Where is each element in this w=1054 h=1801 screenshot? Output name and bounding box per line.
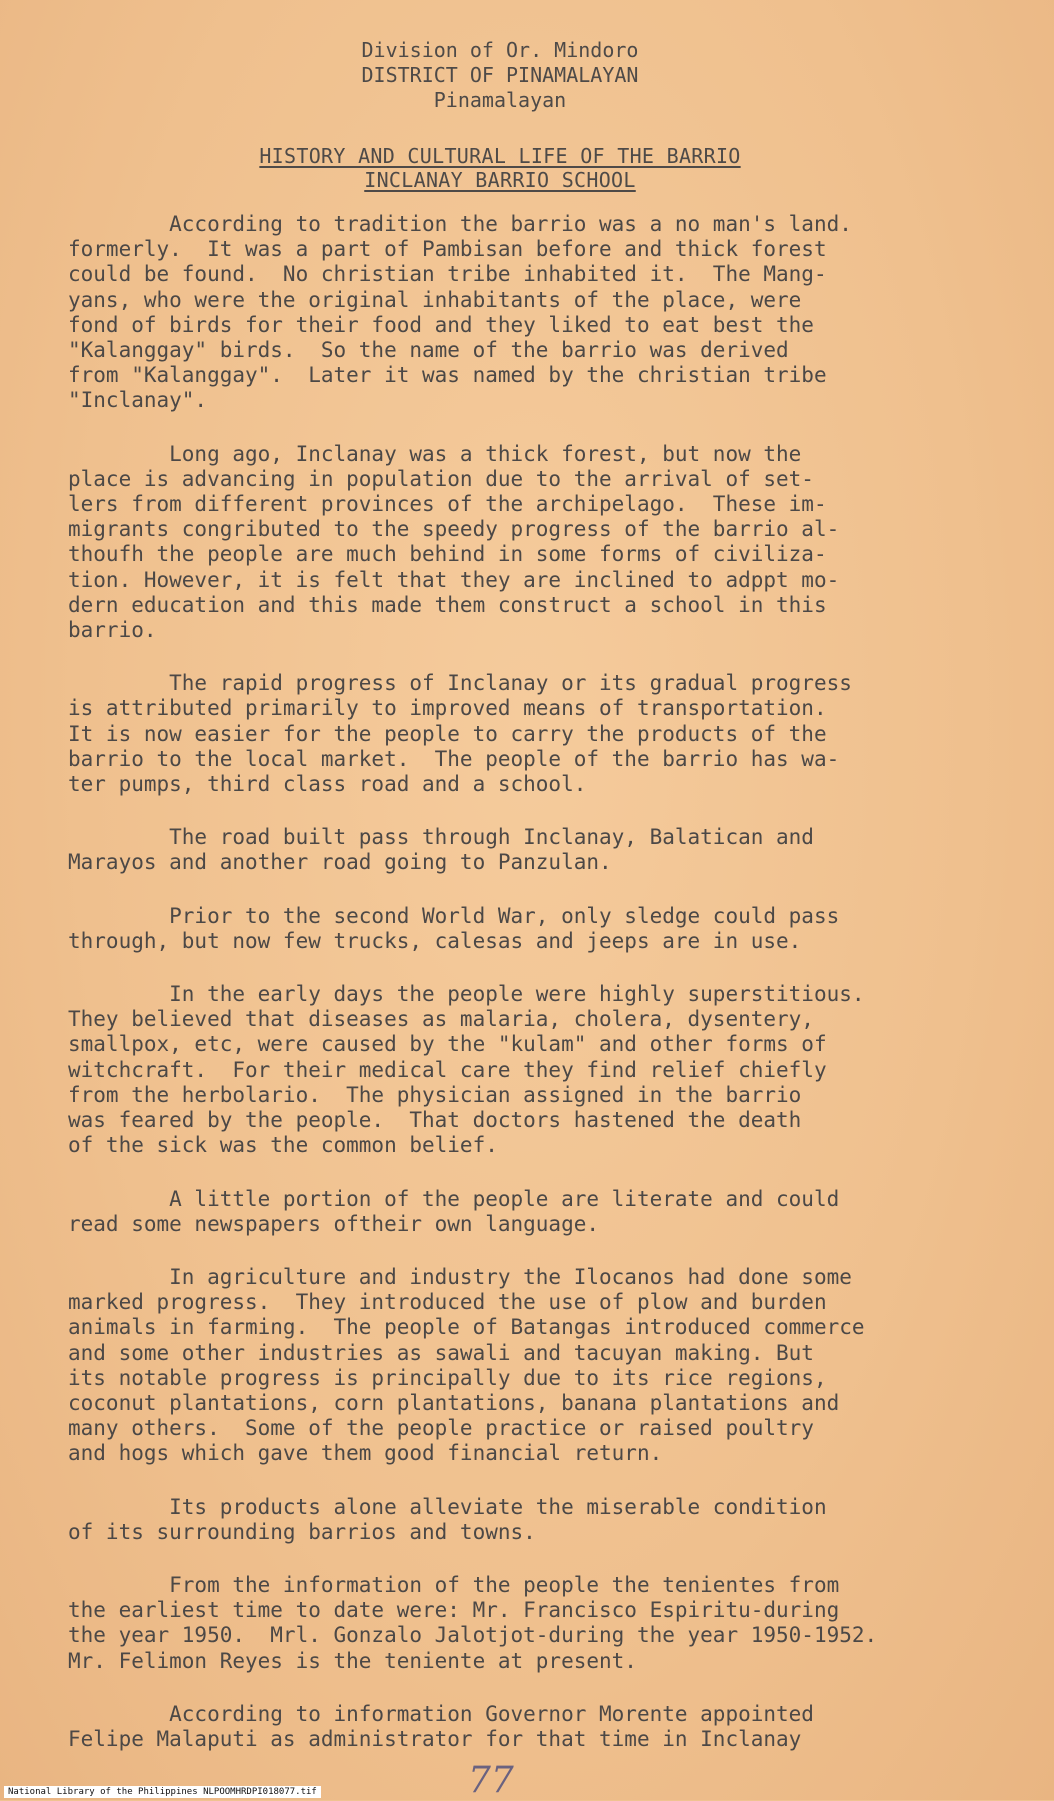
document-body	[68, 212, 1008, 1780]
text-line: Marayos and another road going to Panzulan.	[68, 850, 612, 875]
text-line: The rapid progress of Inclanay or its gradual progress	[68, 671, 852, 696]
text-line: migrants congributed to the speedy progress of the barrio al-	[68, 517, 840, 542]
text-line: Prior to the second World War, only sledge could pass	[68, 903, 840, 928]
paragraph	[68, 904, 1008, 954]
text-line: Felipe Malaputi as administrator for that time in Inclanay	[68, 1726, 802, 1751]
text-line: its notable progress is principally due to its rice regions,	[68, 1365, 827, 1390]
text-line: the earliest time to date were: Mr. Francisco Espiritu-during	[68, 1598, 840, 1623]
document-header	[0, 38, 1000, 113]
paragraph	[68, 1265, 1008, 1467]
paragraph	[68, 442, 1008, 644]
text-line: could be found. No christian tribe inhabited it. The Mang-	[68, 262, 827, 287]
text-line: According to tradition the barrio was a no man's land.	[68, 212, 852, 236]
text-line: place is advancing in population due to the arrival of set-	[68, 466, 814, 491]
paragraph	[68, 1187, 1008, 1237]
text-line: A little portion of the people are literate and could	[68, 1186, 840, 1211]
text-line: In the early days the people were highly superstitious.	[68, 982, 865, 1007]
text-line: barrio.	[68, 618, 157, 643]
text-line: In agriculture and industry the Ilocanos had done some	[68, 1264, 852, 1289]
paragraph	[68, 1573, 1008, 1674]
town-line: Pinamalayan	[433, 88, 567, 112]
text-line: lers from different provinces of the archipelago. These im-	[68, 492, 827, 517]
text-line: Its products alone alleviate the miserable condition	[68, 1494, 827, 1519]
text-line: They believed that diseases as malaria, cholera, dysentery,	[68, 1007, 814, 1032]
text-line: marked progress. They introduced the use of plow and burden	[68, 1290, 827, 1315]
text-line: dern education and this made them construct a school in this	[68, 592, 827, 617]
paragraph	[68, 1495, 1008, 1545]
text-line: ter pumps, third class road and a school.	[68, 772, 587, 797]
text-line: coconut plantations, corn plantations, banana plantations and	[68, 1390, 840, 1415]
paragraph	[68, 825, 1008, 875]
text-line: thoufh the people are much behind in some forms of civiliza-	[68, 542, 827, 567]
text-line: through, but now few trucks, calesas and jeeps are in use.	[68, 928, 802, 953]
paragraph	[68, 212, 1008, 414]
text-line: tion. However, it is felt that they are inclined to adppt mo-	[68, 567, 840, 592]
paragraph	[68, 982, 1008, 1158]
paragraph	[68, 671, 1008, 797]
text-line: fond of birds for their food and they liked to eat best the	[68, 312, 814, 337]
text-line: of the sick was the common belief.	[68, 1133, 498, 1158]
text-line: of its surrounding barrios and towns.	[68, 1519, 536, 1544]
document-titles	[0, 144, 1000, 192]
text-line: was feared by the people. That doctors hastened the death	[68, 1108, 802, 1133]
text-line: barrio to the local market. The people of the barrio has wa-	[68, 746, 840, 771]
text-line: According to information Governor Morente appointed	[68, 1701, 814, 1726]
text-line: yans, who were the original inhabitants of the place, were	[68, 287, 802, 312]
text-line: From the information of the people the tenientes from	[68, 1572, 840, 1597]
text-line: Mr. Felimon Reyes is the teniente at present.	[68, 1648, 637, 1673]
text-line: "Inclanay".	[68, 388, 208, 413]
text-line: and some other industries as sawali and tacuyan making. But	[68, 1340, 814, 1365]
district-line: DISTRICT OF PINAMALAYAN	[361, 63, 639, 87]
page-number: 77	[468, 1760, 514, 1801]
text-line: formerly. It was a part of Pambisan before and thick forest	[68, 237, 827, 262]
text-line: and hogs which gave them good financial return.	[68, 1441, 663, 1466]
text-line: read some newspapers oftheir own language.	[68, 1211, 600, 1236]
main-title: HISTORY AND CULTURAL LIFE OF THE BARRIO	[259, 144, 741, 168]
text-line: "Kalanggay" birds. So the name of the barrio was derived	[68, 338, 789, 363]
text-line: animals in farming. The people of Batangas introduced commerce	[68, 1315, 865, 1340]
text-line: many others. Some of the people practice or raised poultry	[68, 1416, 814, 1441]
library-footer: National Library of the Philippines NLPOOMHRDPI018077.tif	[4, 1786, 321, 1798]
text-line: It is now easier for the people to carry the products of the	[68, 721, 827, 746]
text-line: smallpox, etc, were caused by the "kulam" and other forms of	[68, 1032, 827, 1057]
paragraph	[68, 1702, 1008, 1752]
text-line: The road built pass through Inclanay, Balatican and	[68, 825, 814, 850]
text-line: is attributed primarily to improved means of transportation.	[68, 696, 827, 721]
text-line: witchcraft. For their medical care they find relief chiefly	[68, 1057, 827, 1082]
text-line: Long ago, Inclanay was a thick forest, but now the	[68, 441, 802, 466]
text-line: the year 1950. Mrl. Gonzalo Jalotjot-during the year 1950-1952.	[68, 1623, 878, 1648]
text-line: from "Kalanggay". Later it was named by the christian tribe	[68, 363, 827, 388]
sub-title: INCLANAY BARRIO SCHOOL	[364, 168, 636, 192]
text-line: from the herbolario. The physician assigned in the barrio	[68, 1082, 802, 1107]
division-line: Division of Or. Mindoro	[361, 38, 639, 62]
